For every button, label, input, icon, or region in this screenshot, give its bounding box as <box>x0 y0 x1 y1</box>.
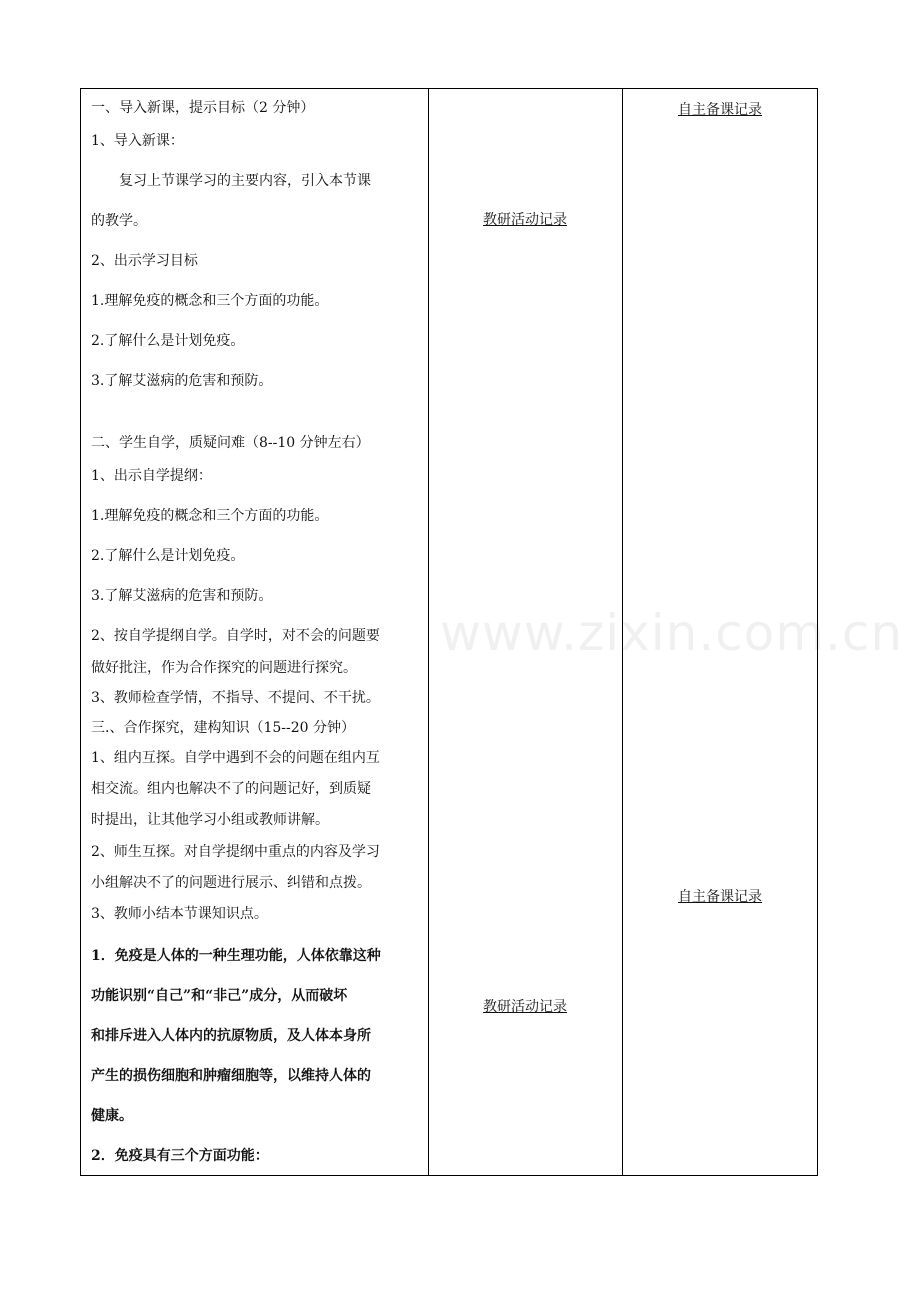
content-line: 3.了解艾滋病的危害和预防。 <box>91 588 273 604</box>
content-line: 时提出，让其他学习小组或教师讲解。 <box>91 812 329 828</box>
content-line: 的教学。 <box>91 213 147 229</box>
content-line: 2、出示学习目标 <box>91 253 198 269</box>
content-line: 1、组内互探。自学中遇到不会的问题在组内互 <box>91 750 380 766</box>
content-line: 做好批注，作为合作探究的问题进行探究。 <box>91 660 357 676</box>
content-line: 1.理解免疫的概念和三个方面的功能。 <box>91 293 329 309</box>
column-divider-1 <box>428 89 429 1175</box>
research-activity-record-label: 教研活动记录 <box>483 999 567 1015</box>
self-prep-record-label: 自主备课记录 <box>678 102 762 118</box>
content-line: 小组解决不了的问题进行展示、纠错和点拨。 <box>91 875 371 891</box>
content-line-bold: 健康。 <box>91 1108 133 1124</box>
content-line: 复习上节课学习的主要内容，引入本节课 <box>91 173 371 189</box>
content-line-bold: 2．免疫具有三个方面功能： <box>91 1148 269 1164</box>
content-line: 2.了解什么是计划免疫。 <box>91 548 245 564</box>
content-line: 1、导入新课： <box>91 133 184 149</box>
content-line: 1、出示自学提纲： <box>91 468 212 484</box>
content-line-bold: 产生的损伤细胞和肿瘤细胞等，以维持人体的 <box>91 1068 371 1084</box>
content-line: 3、教师小结本节课知识点。 <box>91 906 268 922</box>
content-line: 三.、合作探究，建构知识（15--20 分钟） <box>91 720 355 736</box>
content-line-bold: 和排斥进入人体内的抗原物质，及人体本身所 <box>91 1028 371 1044</box>
content-line-bold: 功能识别“自己”和“非己”成分，从而破坏 <box>91 988 348 1004</box>
self-prep-record-label: 自主备课记录 <box>678 889 762 905</box>
content-line: 二、学生自学，质疑问难（8--10 分钟左右） <box>91 435 370 451</box>
content-line: 3.了解艾滋病的危害和预防。 <box>91 373 273 389</box>
content-line: 1.理解免疫的概念和三个方面的功能。 <box>91 508 329 524</box>
content-line-bold: 1．免疫是人体的一种生理功能，人体依靠这种 <box>91 948 381 964</box>
content-line: 3、教师检查学情，不指导、不提问、不干扰。 <box>91 690 380 706</box>
content-line: 相交流。组内也解决不了的问题记好，到质疑 <box>91 781 371 797</box>
content-line: 2、按自学提纲自学。自学时，对不会的问题要 <box>91 628 380 644</box>
content-line: 2.了解什么是计划免疫。 <box>91 333 245 349</box>
content-line: 2、师生互探。对自学提纲中重点的内容及学习 <box>91 844 380 860</box>
watermark-text: www.zixin.com.cn <box>440 604 904 662</box>
content-line: 一、导入新课，提示目标（2 分钟） <box>91 100 315 116</box>
research-activity-record-label: 教研活动记录 <box>483 212 567 228</box>
